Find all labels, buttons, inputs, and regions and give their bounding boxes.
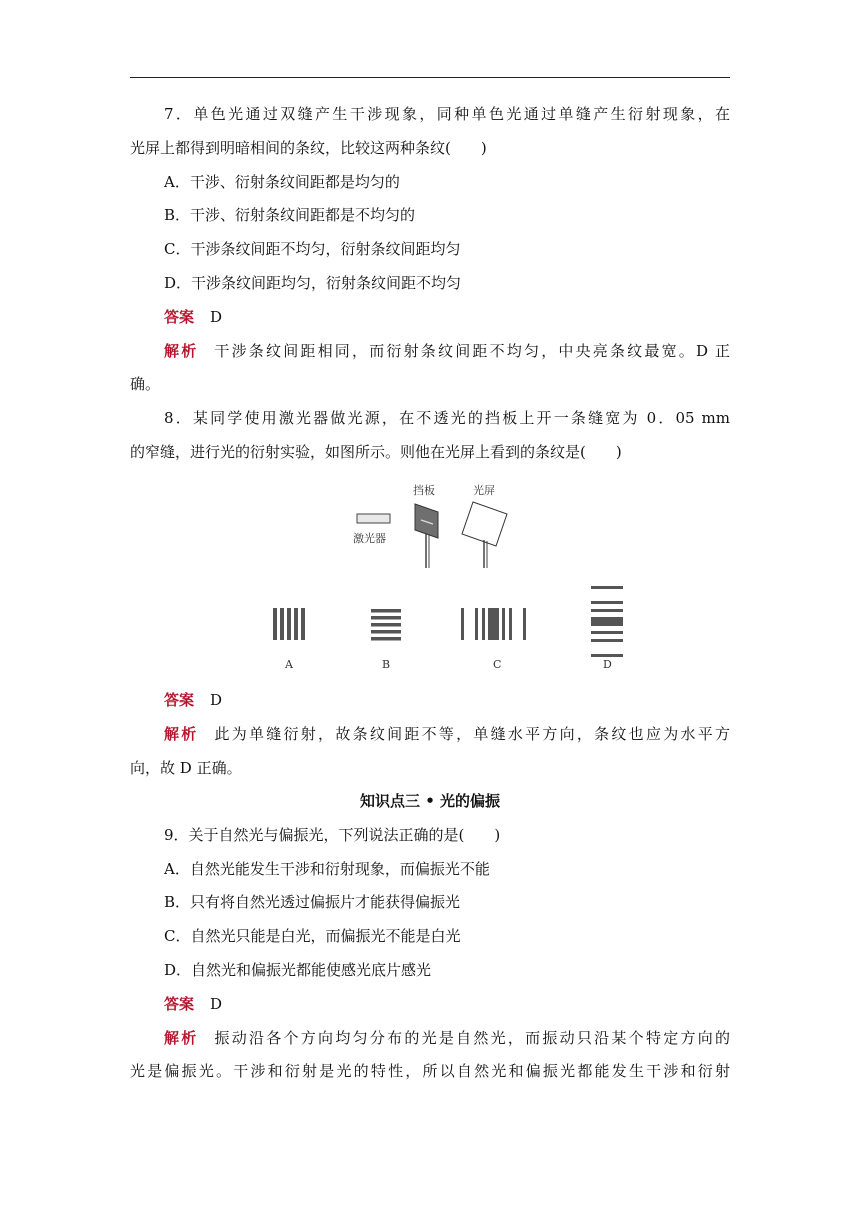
pattern-a-stripe [273,608,277,640]
pattern-d-stripe [591,609,623,612]
pattern-c-stripe [509,608,512,640]
pattern-c-stripe [502,608,505,640]
q7-analysis-line-1 [164,340,730,362]
q7-analysis-label: 解析 [164,342,199,360]
q9-analysis-line-2: 光是偏振光。干涉和衍射是光的特性，所以自然光和偏振光都能发生干涉和衍射 [130,1062,730,1080]
q7-option-c: C．干涉条纹间距不均匀，衍射条纹间距均匀 [164,240,461,258]
q7-answer-value: D [210,308,223,326]
section-title: 知识点三 • 光的偏振 [359,792,501,810]
q7-analysis-text: 干涉条纹间距相同，而衍射条纹间距不均匀，中央亮条纹最宽。D 正 [214,342,730,360]
laser-device [357,514,390,523]
diffraction-experiment-figure [255,476,645,676]
pattern-d-label: D [603,658,612,671]
q8-answer-label: 答案 [164,691,195,709]
q8-analysis-line-1 [164,723,730,745]
pattern-c-stripe [482,608,485,640]
pattern-d-stripe [591,639,623,642]
pattern-a [273,608,305,640]
q9-analysis-line-1 [164,1027,730,1049]
screen-label: 光屏 [473,484,495,497]
pattern-c-stripe [523,608,526,640]
q7-option-b: B．干涉、衍射条纹间距都是不均匀的 [164,206,416,224]
pattern-c-label: C [493,658,502,671]
pattern-c [461,608,526,640]
pattern-d-stripe [591,586,623,589]
q7-analysis-line-2: 确。 [130,375,161,393]
pattern-b-stripe [371,623,401,627]
q7-stem-line-2: 光屏上都得到明暗相间的条纹，比较这两种条纹( ) [130,139,487,157]
screen-plate [462,502,507,546]
pattern-b-stripe [371,616,401,620]
q9-answer [164,993,730,1015]
pattern-a-stripe [287,608,291,640]
q8-stem-line-1: 8．某同学使用激光器做光源，在不透光的挡板上开一条缝宽为 0．05 mm [164,409,730,427]
pattern-d-stripe [591,617,623,626]
q9-option-d: D．自然光和偏振光都能使感光底片感光 [164,961,432,979]
pattern-d-stripe [591,631,623,634]
pattern-c-stripe [488,608,499,640]
pattern-b [371,609,401,641]
q8-answer [164,689,730,711]
pattern-d [591,586,623,657]
q9-analysis-text: 振动沿各个方向均匀分布的光是自然光，而振动只沿某个特定方向的 [214,1029,730,1047]
q8-stem-line-2: 的窄缝，进行光的衍射实验，如图所示。则他在光屏上看到的条纹是( ) [130,443,622,461]
laser-label: 激光器 [353,532,386,545]
pattern-b-stripe [371,630,401,634]
q7-stem-line-1: 7．单色光通过双缝产生干涉现象，同种单色光通过单缝产生衍射现象，在 [164,105,730,123]
pattern-c-stripe [475,608,478,640]
pattern-c-stripe [461,608,464,640]
q7-option-a: A．干涉、衍射条纹间距都是均匀的 [164,173,400,191]
pattern-a-label: A [285,658,293,671]
q9-answer-value: D [210,995,223,1013]
q7-option-d: D．干涉条纹间距均匀，衍射条纹间距不均匀 [164,274,462,292]
q9-analysis-label: 解析 [164,1029,199,1047]
q8-analysis-label: 解析 [164,725,199,743]
q8-answer-value: D [210,691,223,709]
pattern-b-label: B [382,658,391,671]
baffle-label: 挡板 [413,484,435,497]
header-rule [130,77,730,78]
baffle-plate [415,504,438,538]
pattern-a-stripe [301,608,305,640]
experiment-diagram [255,476,645,676]
pattern-d-stripe [591,654,623,657]
q7-answer-label: 答案 [164,308,195,326]
q9-option-c: C．自然光只能是白光，而偏振光不能是白光 [164,927,461,945]
q9-option-b: B．只有将自然光透过偏振片才能获得偏振光 [164,893,461,911]
q7-answer [164,306,730,328]
pattern-b-stripe [371,609,401,613]
pattern-a-stripe [294,608,298,640]
q9-option-a: A．自然光能发生干涉和衍射现象，而偏振光不能 [164,860,490,878]
q8-analysis-text: 此为单缝衍射，故条纹间距不等，单缝水平方向，条纹也应为水平方 [214,725,730,743]
q9-stem: 9．关于自然光与偏振光，下列说法正确的是( ) [164,826,501,844]
q8-analysis-line-2: 向，故 D 正确。 [130,759,242,777]
pattern-d-stripe [591,601,623,604]
q9-answer-label: 答案 [164,995,195,1013]
pattern-b-stripe [371,637,401,641]
pattern-a-stripe [280,608,284,640]
